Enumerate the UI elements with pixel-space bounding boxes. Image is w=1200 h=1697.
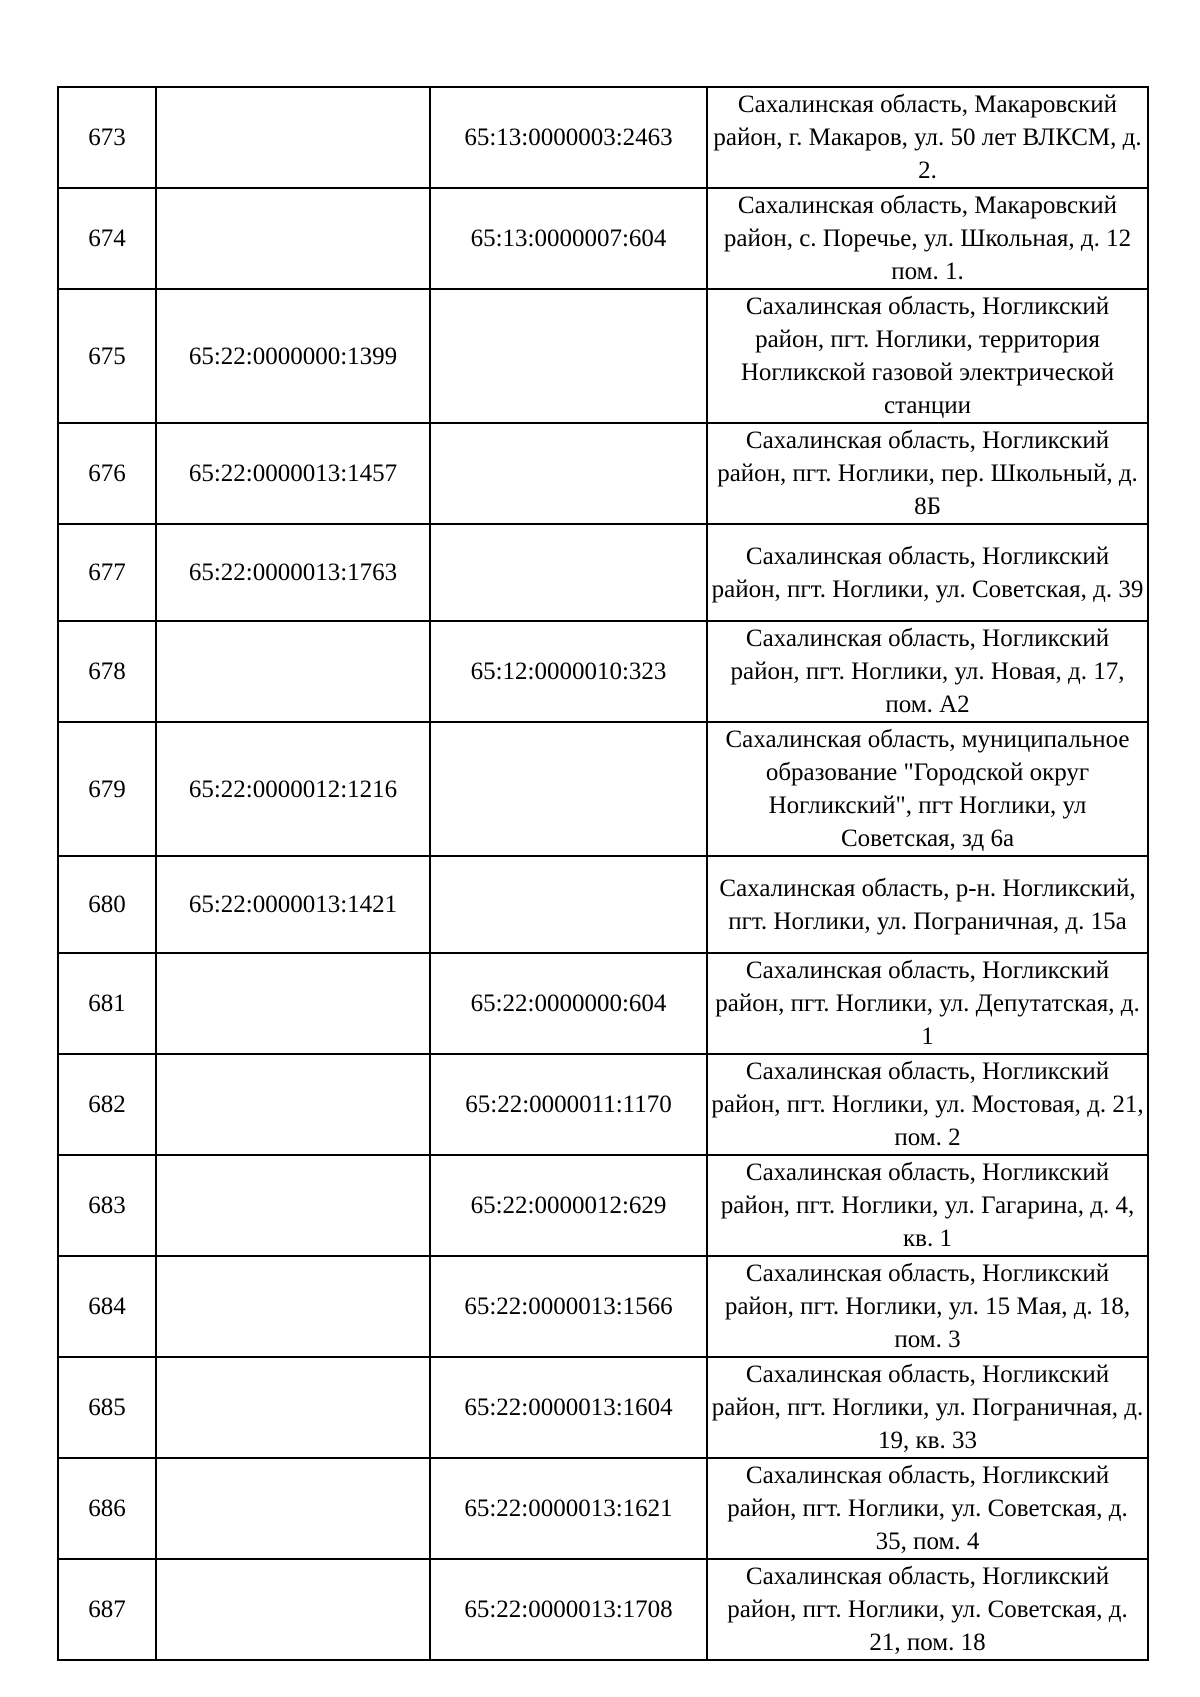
registry-table	[57, 86, 1149, 1661]
address-cell: Сахалинская область, Ногликский район, пгт. Ноглики, ул. Мостовая, д. 21, пом. 2	[707, 1054, 1148, 1155]
table-row	[58, 1256, 1148, 1357]
cadastral-land-cell	[156, 1559, 430, 1660]
table-row	[58, 188, 1148, 289]
cadastral-land-cell	[156, 188, 430, 289]
cadastral-land-cell	[156, 87, 430, 188]
address-cell: Сахалинская область, Ногликский район, пгт. Ноглики, ул. Советская, д. 21, пом. 18	[707, 1559, 1148, 1660]
table-body	[58, 87, 1148, 1660]
row-number-cell: 680	[58, 856, 156, 953]
cadastral-object-cell: 65:13:0000007:604	[430, 188, 707, 289]
cadastral-object-cell	[430, 524, 707, 621]
cadastral-land-cell: 65:22:0000000:1399	[156, 289, 430, 423]
cadastral-land-cell: 65:22:0000012:1216	[156, 722, 430, 856]
cadastral-land-cell	[156, 1155, 430, 1256]
cadastral-land-cell: 65:22:0000013:1457	[156, 423, 430, 524]
table-row	[58, 1155, 1148, 1256]
cadastral-land-cell	[156, 621, 430, 722]
row-number-cell: 679	[58, 722, 156, 856]
table-row	[58, 524, 1148, 621]
table-row	[58, 621, 1148, 722]
address-cell: Сахалинская область, Макаровский район, г. Макаров, ул. 50 лет ВЛКСМ, д. 2.	[707, 87, 1148, 188]
cadastral-object-cell: 65:22:0000011:1170	[430, 1054, 707, 1155]
address-cell: Сахалинская область, Ногликский район, пгт. Ноглики, ул. Пограничная, д. 19, кв. 33	[707, 1357, 1148, 1458]
table-row	[58, 1458, 1148, 1559]
row-number-cell: 676	[58, 423, 156, 524]
cadastral-object-cell: 65:22:0000013:1566	[430, 1256, 707, 1357]
address-cell: Сахалинская область, р-н. Ногликский, пгт. Ноглики, ул. Пограничная, д. 15а	[707, 856, 1148, 953]
cadastral-object-cell: 65:12:0000010:323	[430, 621, 707, 722]
cadastral-object-cell	[430, 722, 707, 856]
address-cell: Сахалинская область, Ногликский район, пгт. Ноглики, территория Ногликской газовой электрической станции	[707, 289, 1148, 423]
table-row	[58, 1054, 1148, 1155]
row-number-cell: 681	[58, 953, 156, 1054]
address-cell: Сахалинская область, Ногликский район, пгт. Ноглики, ул. Советская, д. 39	[707, 524, 1148, 621]
cadastral-object-cell: 65:22:0000013:1604	[430, 1357, 707, 1458]
table-row	[58, 1357, 1148, 1458]
table-row	[58, 953, 1148, 1054]
address-cell: Сахалинская область, Ногликский район, пгт. Ноглики, ул. Гагарина, д. 4, кв. 1	[707, 1155, 1148, 1256]
address-cell: Сахалинская область, Ногликский район, пгт. Ноглики, ул. Новая, д. 17, пом. А2	[707, 621, 1148, 722]
address-cell: Сахалинская область, муниципальное образование "Городской округ Ногликский", пгт Ноглики, ул Советская, зд 6а	[707, 722, 1148, 856]
address-cell: Сахалинская область, Ногликский район, пгт. Ноглики, ул. Депутатская, д. 1	[707, 953, 1148, 1054]
cadastral-object-cell	[430, 423, 707, 524]
row-number-cell: 682	[58, 1054, 156, 1155]
cadastral-land-cell	[156, 1054, 430, 1155]
row-number-cell: 678	[58, 621, 156, 722]
cadastral-land-cell	[156, 1256, 430, 1357]
cadastral-object-cell	[430, 856, 707, 953]
row-number-cell: 674	[58, 188, 156, 289]
row-number-cell: 683	[58, 1155, 156, 1256]
address-cell: Сахалинская область, Ногликский район, пгт. Ноглики, ул. Советская, д. 35, пом. 4	[707, 1458, 1148, 1559]
row-number-cell: 685	[58, 1357, 156, 1458]
table-row	[58, 289, 1148, 423]
cadastral-land-cell	[156, 953, 430, 1054]
address-cell: Сахалинская область, Ногликский район, пгт. Ноглики, ул. 15 Мая, д. 18, пом. 3	[707, 1256, 1148, 1357]
table-row	[58, 423, 1148, 524]
cadastral-land-cell: 65:22:0000013:1421	[156, 856, 430, 953]
cadastral-object-cell: 65:22:0000013:1708	[430, 1559, 707, 1660]
cadastral-object-cell: 65:22:0000000:604	[430, 953, 707, 1054]
cadastral-land-cell	[156, 1357, 430, 1458]
row-number-cell: 673	[58, 87, 156, 188]
row-number-cell: 684	[58, 1256, 156, 1357]
table-row	[58, 87, 1148, 188]
row-number-cell: 677	[58, 524, 156, 621]
cadastral-object-cell: 65:22:0000012:629	[430, 1155, 707, 1256]
address-cell: Сахалинская область, Ногликский район, пгт. Ноглики, пер. Школьный, д. 8Б	[707, 423, 1148, 524]
cadastral-object-cell	[430, 289, 707, 423]
address-cell: Сахалинская область, Макаровский район, с. Поречье, ул. Школьная, д. 12 пом. 1.	[707, 188, 1148, 289]
table-row	[58, 856, 1148, 953]
row-number-cell: 675	[58, 289, 156, 423]
cadastral-land-cell	[156, 1458, 430, 1559]
table-row	[58, 1559, 1148, 1660]
cadastral-land-cell: 65:22:0000013:1763	[156, 524, 430, 621]
cadastral-object-cell: 65:13:0000003:2463	[430, 87, 707, 188]
row-number-cell: 687	[58, 1559, 156, 1660]
row-number-cell: 686	[58, 1458, 156, 1559]
table-row	[58, 722, 1148, 856]
cadastral-object-cell: 65:22:0000013:1621	[430, 1458, 707, 1559]
